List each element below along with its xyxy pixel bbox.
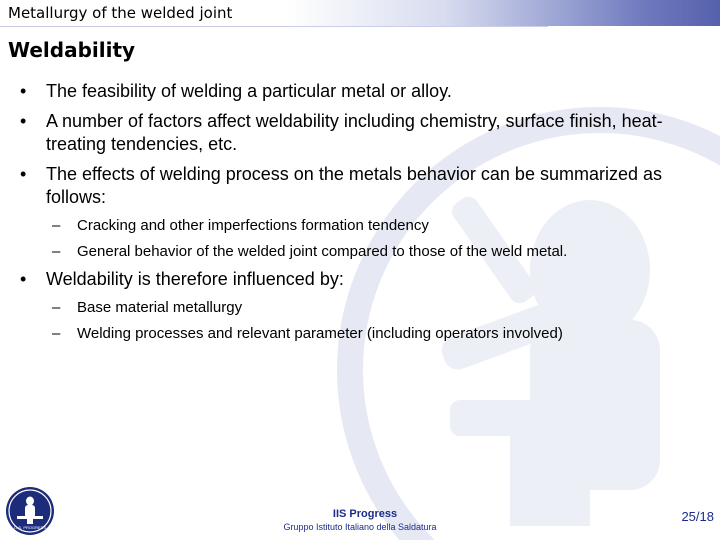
item-text: Welding processes and relevant parameter (including operators involved) [77, 325, 563, 342]
dash-mark: – [52, 217, 61, 234]
bullet-item [0, 80, 700, 103]
bullet-mark: • [20, 269, 27, 289]
slide-title: Weldability [8, 38, 136, 62]
bullet-mark: • [20, 81, 27, 101]
item-text: Cracking and other imperfections formation tendency [77, 217, 429, 234]
header-title: Metallurgy of the welded joint [8, 4, 233, 22]
item-text: A number of factors affect weldability including chemistry, surface finish, heat-treating tendencies, etc. [46, 111, 663, 154]
logo-text: I.I.S. PROGRESS [13, 525, 47, 530]
item-text: Weldability is therefore influenced by: [46, 269, 344, 289]
bullet-mark: • [20, 164, 27, 184]
sub-bullet-item [0, 216, 700, 236]
dash-mark: – [52, 299, 61, 316]
item-text: The feasibility of welding a particular metal or alloy. [46, 81, 452, 101]
slide-content [0, 80, 700, 350]
sub-bullet-item [0, 324, 700, 344]
dash-mark: – [52, 325, 61, 342]
dash-mark: – [52, 243, 61, 260]
footer-subtitle: Gruppo Istituto Italiano della Saldatura [283, 522, 437, 532]
bullet-item [0, 268, 700, 291]
item-text: The effects of welding process on the metals behavior can be summarized as follows: [46, 164, 662, 207]
page-number: 25/18 [681, 509, 714, 524]
sub-bullet-item [0, 298, 700, 318]
footer-title: IIS Progress [332, 508, 398, 520]
bullet-mark: • [20, 111, 27, 131]
bullet-item [0, 163, 700, 209]
header-rule [0, 26, 548, 27]
sub-bullet-item [0, 242, 700, 262]
item-text: Base material metallurgy [77, 299, 243, 316]
item-text: General behavior of the welded joint compared to those of the weld metal. [77, 243, 568, 260]
bullet-item [0, 110, 700, 156]
